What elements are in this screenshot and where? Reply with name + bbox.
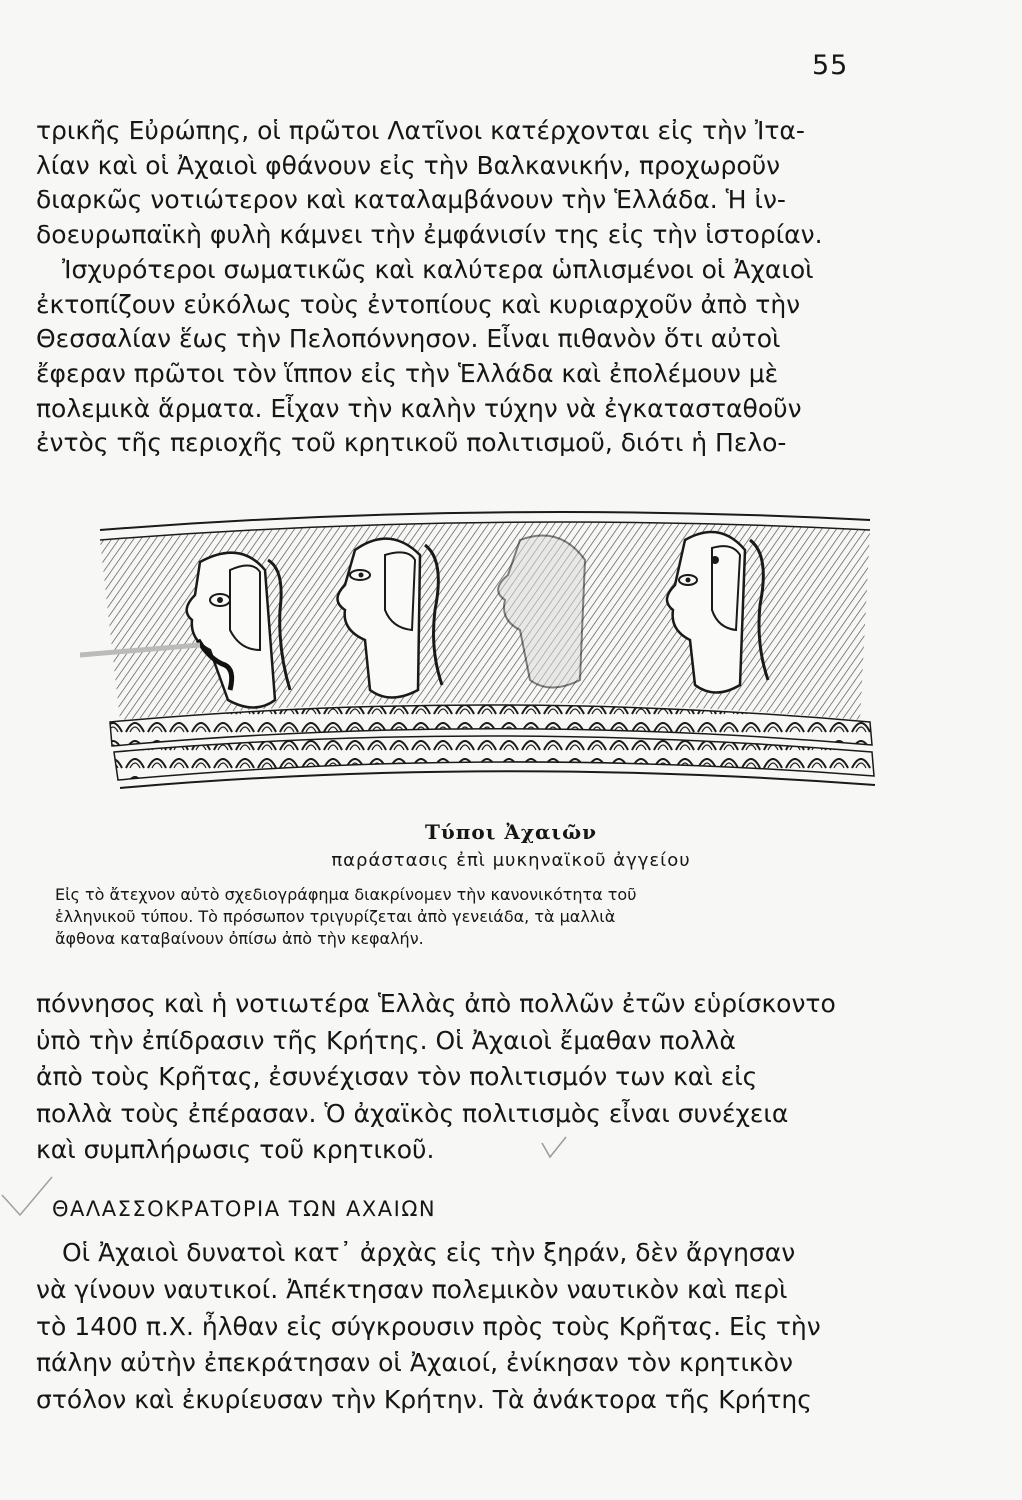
caption-line: ἄφθονα καταβαίνουν ὀπίσω ἀπὸ τὴν κεφαλήν. xyxy=(55,929,424,948)
text-line: τὸ 1400 π.Χ. ἦλθαν εἰς σύγκρουσιν πρὸς τοὺς Κρῆτας. Εἰς τὴν xyxy=(36,1311,821,1341)
text-line: στόλον καὶ ἐκυρίευσαν τὴν Κρήτην. Τὰ ἀνάκτορα τῆς Κρήτης xyxy=(36,1385,812,1415)
text-line: νὰ γίνουν ναυτικοί. Ἀπέκτησαν πολεμικὸν ναυτικὸν καὶ περὶ xyxy=(36,1274,788,1304)
text-line: πόννησος καὶ ἡ νοτιωτέρα Ἑλλὰς ἀπὸ πολλῶν ἐτῶν εὑρίσκοντο xyxy=(36,989,836,1018)
text-line: πολεμικὰ ἅρματα. Εἶχαν τὴν καλὴν τύχην νὰ ἐγκατασταθοῦν xyxy=(36,393,802,423)
text-line: Οἱ Ἀχαιοὶ δυνατοὶ κατ᾽ ἀρχὰς εἰς τὴν ξηράν, δὲν ἄργησαν xyxy=(62,1238,796,1267)
text-line: πάλην αὐτὴν ἐπεκράτησαν οἱ Ἀχαιοί, ἐνίκησαν τὸν κρητικὸν xyxy=(36,1348,793,1378)
text-line: ἀπὸ τοὺς Κρῆτας, ἐσυνέχισαν τὸν πολιτισμόν των καὶ εἰς xyxy=(36,1062,758,1091)
caption-line: ἑλληνικοῦ τύπου. Τὸ πρόσωπον τριγυρίζεται ἀπὸ γενειάδα, τὰ μαλλιὰ xyxy=(55,907,616,926)
text-line: λίαν καὶ οἱ Ἀχαιοὶ φθάνουν εἰς τὴν Βαλκανικήν, προχωροῦν xyxy=(36,150,781,180)
text-line: Ἰσχυρότεροι σωματικῶς καὶ καλύτερα ὡπλισμένοι οἱ Ἀχαιοὶ xyxy=(62,254,814,284)
text-line: ἐκτοπίζουν εὐκόλως τοὺς ἐντοπίους καὶ κυριαρχοῦν ἀπὸ τὴν xyxy=(36,289,801,319)
section-heading: ΘΑΛΑΣΣΟΚΡΑΤΟΡΙΑ ΤΩΝ ΑΧΑΙΩΝ xyxy=(52,1197,437,1221)
text-line: ἔφεραν πρῶτοι τὸν ἵππον εἰς τὴν Ἑλλάδα καὶ ἐπολέμουν μὲ xyxy=(36,358,779,388)
paragraph-3 xyxy=(36,1235,894,1419)
text-line: ὑπὸ τὴν ἐπίδρασιν τῆς Κρήτης. Οἱ Ἀχαιοὶ ἔμαθαν πολλὰ xyxy=(36,1025,736,1055)
page-number: 55 xyxy=(812,50,849,81)
text-line: ἐντὸς τῆς περιοχῆς τοῦ κρητικοῦ πολιτισμοῦ, διότι ἡ Πελο- xyxy=(36,428,787,458)
text-line: καὶ συμπλήρωσις τοῦ κρητικοῦ. xyxy=(36,1135,435,1164)
paragraph-1 xyxy=(36,114,894,461)
figure-title: Τύποι Ἀχαιῶν xyxy=(424,820,598,844)
pencil-check-mark-icon xyxy=(0,1175,55,1220)
text-line: πολλὰ τοὺς ἐπέρασαν. Ὁ ἀχαϊκὸς πολιτισμὸς εἶναι συνέχεια xyxy=(36,1098,789,1128)
caption-line: Εἰς τὸ ἄτεχνον αὐτὸ σχεδιογράφημα διακρίνομεν τὴν κανονικότητα τοῦ xyxy=(55,885,637,904)
pencil-check-mark-icon xyxy=(540,1135,570,1160)
figure-caption xyxy=(55,884,890,950)
text-line: δοευρωπαϊκὴ φυλὴ κάμνει τὴν ἐμφάνισίν της εἰς τὴν ἱστορίαν. xyxy=(36,220,823,250)
paragraph-2 xyxy=(36,986,894,1169)
text-line: διαρκῶς νοτιώτερον καὶ καταλαμβάνουν τὴν Ἑλλάδα. Ἡ ἰν- xyxy=(36,185,786,215)
text-line: Θεσσαλίαν ἕως τὴν Πελοπόννησον. Εἶναι πιθανὸν ὅτι αὐτοὶ xyxy=(36,324,781,354)
text-line: τρικῆς Εὐρώπης, οἱ πρῶτοι Λατῖνοι κατέρχονται εἰς τὴν Ἰτα- xyxy=(36,116,805,145)
figure-subtitle: παράστασις ἐπὶ μυκηναϊκοῦ ἀγγείου xyxy=(331,850,691,871)
mycenaean-vase-illustration xyxy=(80,500,888,800)
